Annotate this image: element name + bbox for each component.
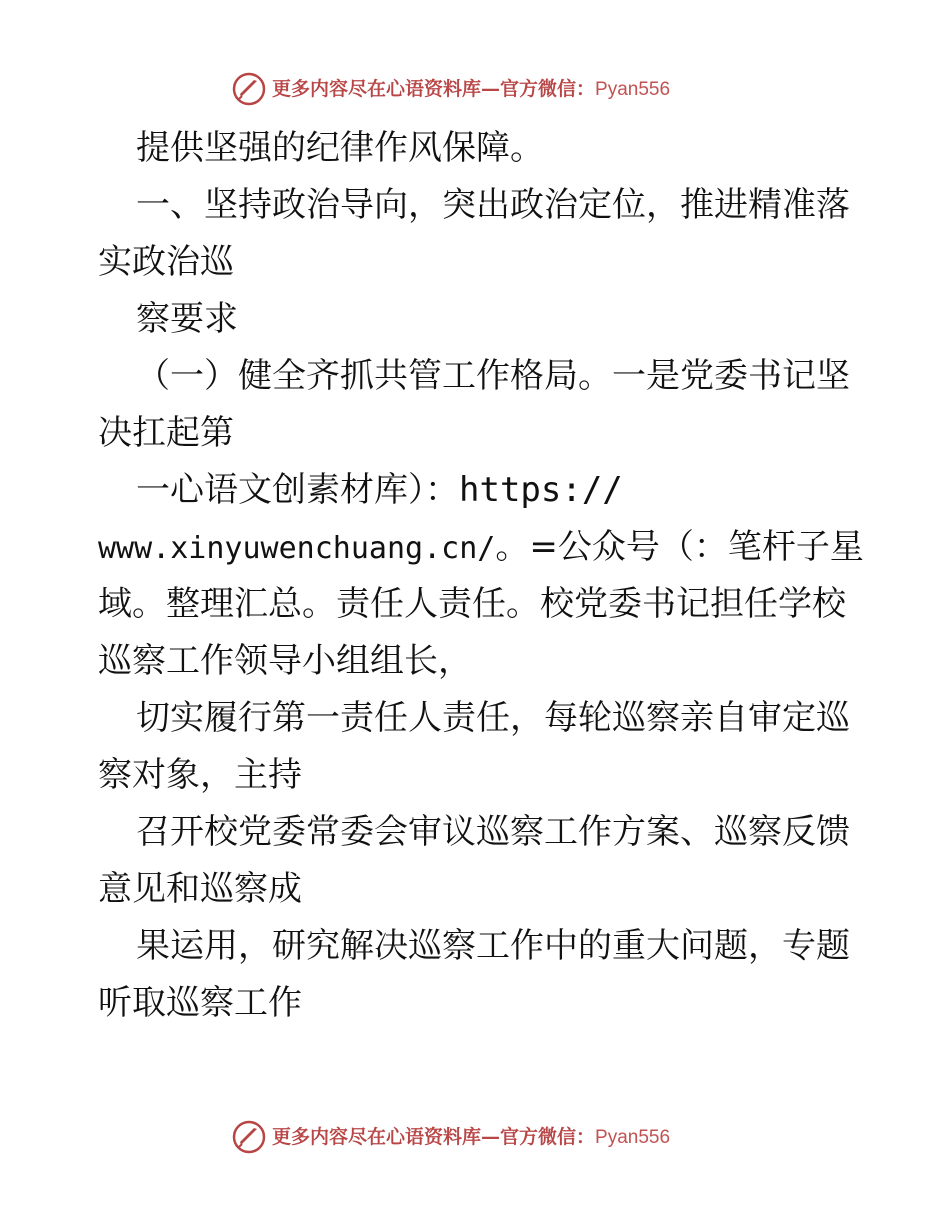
text-line-fragment: 。=公众号（：笔杆子星	[495, 527, 864, 567]
footer-banner-text	[272, 1124, 670, 1151]
quill-logo-icon	[232, 1120, 266, 1154]
header-banner	[0, 70, 950, 110]
text-line: 域。整理汇总。责任人责任。校党委书记担任学校	[98, 584, 846, 624]
footer-banner	[0, 1118, 950, 1158]
text-line: 切实履行第一责任人责任，每轮巡察亲自审定巡	[136, 698, 850, 738]
subsection-heading: （一）健全齐抓共管工作格局。一是党委书记坚	[136, 356, 850, 396]
footer-banner-wechat: Pyan556	[595, 1127, 671, 1148]
text-line-fragment: 一心语文创素材库）：https://	[136, 470, 623, 510]
section-heading: 一、坚持政治导向，突出政治定位，推进精准落	[136, 185, 850, 225]
url-line	[98, 519, 864, 576]
text-line: 察对象，主持	[98, 755, 302, 795]
text-line: 召开校党委常委会审议巡察工作方案、巡察反馈	[136, 812, 850, 852]
header-banner-label: 更多内容尽在心语资料库—官方微信：	[272, 78, 596, 100]
footer-banner-label: 更多内容尽在心语资料库—官方微信：	[272, 1126, 596, 1148]
text-line	[98, 462, 858, 519]
text-line: 决扛起第	[98, 413, 234, 453]
header-banner-wechat: Pyan556	[595, 79, 671, 100]
text-line: 意见和巡察成	[98, 869, 302, 909]
text-line: 察要求	[136, 299, 238, 339]
text-line: 实政治巡	[98, 242, 234, 282]
text-line: 果运用，研究解决巡察工作中的重大问题，专题	[136, 926, 850, 966]
text-line: 提供坚强的纪律作风保障。	[136, 128, 544, 168]
url-text: www.xinyuwenchuang.cn/	[98, 531, 496, 566]
document-body	[98, 120, 864, 1032]
header-banner-text	[272, 76, 670, 103]
text-line: 巡察工作领导小组组长，	[98, 641, 472, 681]
text-line: 听取巡察工作	[98, 983, 302, 1023]
quill-logo-icon	[232, 72, 266, 106]
